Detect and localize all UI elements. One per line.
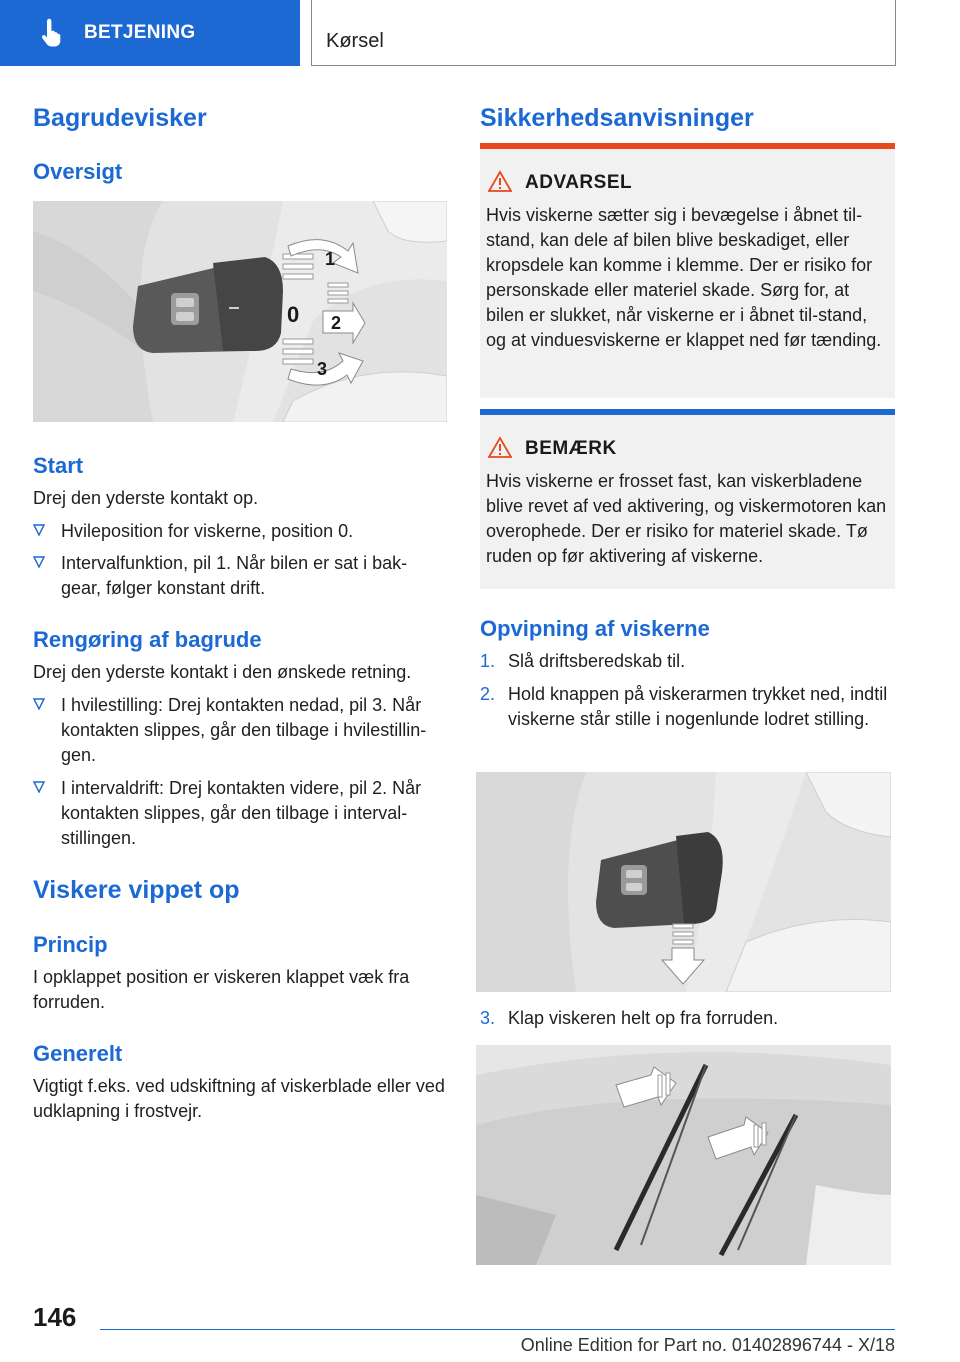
heading-oversigt: Oversigt: [33, 159, 123, 184]
step-number: 2.: [480, 684, 496, 704]
triangle-bullet-icon: [33, 524, 45, 536]
hand-pointer-icon: [36, 18, 66, 48]
step-number: 3.: [480, 1008, 496, 1028]
triangle-bullet-icon: [33, 556, 45, 568]
list-item: Hvileposition for viskerne, position 0.: [33, 519, 447, 544]
notice-bar: [480, 409, 895, 415]
heading-generelt: Generelt: [33, 1041, 123, 1066]
notice-box: [480, 409, 895, 589]
notice-label: BEMÆRK: [525, 438, 617, 459]
heading-start: Start: [33, 453, 84, 478]
notice-text: Hvis viskerne er frosset fast, kan viskerbladene blive revet af ved aktivering, og viskermotoren kan overophede. Der er risiko for materiel skade. Tø ruden op før aktivering af viskerne.: [486, 471, 887, 566]
wiper-button-illustration: [476, 772, 891, 992]
triangle-bullet-icon: [33, 698, 45, 710]
princip-text: I opklappet position er viskeren klappet væk fra forruden.: [33, 967, 410, 1012]
chapter-label: BETJENING: [84, 22, 196, 43]
footer-edition: Online Edition for Part no. 01402896744 - X/18: [520, 1335, 895, 1355]
page-title: Bagrudevisker: [33, 104, 207, 132]
list-item: 3. Klap viskeren helt op fra forruden.: [480, 1006, 895, 1031]
list-item: 2. Hold knappen på viskerarmen trykket ned, indtil viskerne står stille i nogenlunde lodret stilling.: [480, 684, 888, 729]
wiper-switch-figure: [33, 201, 447, 422]
heading-opvipning: Opvipning af viskerne: [480, 616, 710, 641]
notice-triangle-icon: [488, 436, 512, 458]
step-number: 1.: [480, 651, 496, 671]
rengoring-intro: Drej den yderste kontakt i den ønskede retning.: [33, 662, 412, 682]
warning-bar: [480, 143, 895, 149]
chapter-tab[interactable]: [0, 0, 300, 66]
list-item: 1. Slå driftsberedskab til.: [480, 649, 895, 674]
list-item: Intervalfunktion, pil 1. Når bilen er sat i bak-gear, følger konstant drift.: [33, 551, 447, 601]
start-intro: Drej den yderste kontakt op.: [33, 488, 259, 508]
heading-viskere-vippet-op: Viskere vippet op: [33, 876, 240, 904]
list-item: I intervaldrift: Drej kontakten videre, pil 2. Når kontakten slippes, går den tilbage i interval-stillingen.: [33, 776, 447, 851]
wiper-button-figure: [476, 772, 891, 992]
wipers-folded-figure: [476, 1045, 891, 1265]
heading-rengoring: Rengøring af bagrude: [33, 627, 262, 652]
warning-text: Hvis viskerne sætter sig i bevægelse i åbnet til-stand, kan dele af bilen blive beskadiget, eller kropsdele kan komme i klemme. Der er risiko for personskade eller materiel skade. Sørg for, at bilen er slukket, når viskerne er i åbnet til-stand, og at vinduesviskerne er klappet ned før tænding.: [486, 205, 882, 350]
heading-sikkerhedsanvisninger: Sikkerhedsanvisninger: [480, 104, 754, 132]
figure-label-1: 1: [325, 249, 336, 269]
figure-label-3: 3: [317, 359, 328, 379]
section-header-box: [311, 0, 896, 66]
footer-divider: [100, 1329, 895, 1330]
warning-box: [480, 143, 895, 398]
section-title: Kørsel: [326, 30, 384, 52]
triangle-bullet-icon: [33, 781, 45, 793]
warning-label: ADVARSEL: [525, 172, 633, 193]
list-item: I hvilestilling: Drej kontakten nedad, pil 3. Når kontakten slippes, går den tilbage i hvilestillin-gen.: [33, 693, 447, 768]
figure-label-0: 0: [287, 302, 300, 327]
heading-princip: Princip: [33, 932, 108, 957]
page-number: 146: [33, 1302, 77, 1332]
warning-triangle-icon: [488, 170, 512, 192]
rear-wiper-switch-illustration: [33, 201, 447, 422]
generelt-text: Vigtigt f.eks. ved udskiftning af viskerblade eller ved udklapning i frostvejr.: [33, 1076, 445, 1121]
wipers-folded-up-illustration: [476, 1045, 891, 1265]
figure-label-2: 2: [331, 313, 342, 333]
